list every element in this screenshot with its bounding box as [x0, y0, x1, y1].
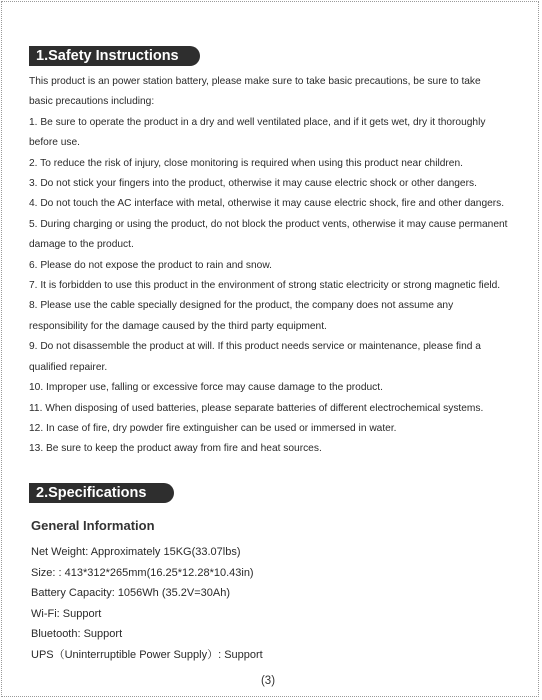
safety-line: basic precautions including:	[29, 96, 155, 108]
spec-net-weight: Net Weight: Approximately 15KG(33.07lbs)	[31, 546, 241, 558]
safety-line: 9. Do not disassemble the product at will. If this product needs service or maintenance, please find a	[29, 341, 481, 353]
spec-wifi: Wi-Fi: Support	[31, 607, 102, 620]
spec-ups: UPS（Uninterruptible Power Supply）: Support	[31, 648, 263, 661]
safety-line: 10. Improper use, falling or excessive force may cause damage to the product.	[29, 382, 383, 394]
safety-line: responsibility for the damage caused by the third party equipment.	[29, 320, 327, 332]
safety-line: qualified repairer.	[29, 361, 108, 373]
safety-line: 2. To reduce the risk of injury, close monitoring is required when using this product near children.	[29, 157, 463, 169]
specifications-list	[31, 542, 263, 666]
spec-bluetooth: Bluetooth: Support	[31, 628, 123, 641]
safety-line: This product is an power station battery, please make sure to take basic precautions, be sure to take	[29, 76, 481, 87]
safety-line: 3. Do not stick your fingers into the product, otherwise it may cause electric shock or other dangers.	[29, 178, 477, 190]
safety-line: 5. During charging or using the product, do not block the product vents, otherwise it may cause permanent	[29, 218, 508, 230]
safety-line: before use.	[29, 137, 80, 149]
specifications-section-title: 2.Specifications	[29, 483, 174, 503]
safety-line: 8. Please use the cable specially designed for the product, the company does not assume any	[29, 300, 454, 312]
safety-line: 11. When disposing of used batteries, please separate batteries of different electrochemical systems.	[29, 402, 484, 414]
safety-line: 13. Be sure to keep the product away from fire and heat sources.	[29, 443, 322, 455]
safety-line: 1. Be sure to operate the product in a dry and well ventilated place, and if it gets wet, dry it thoroughly	[29, 116, 486, 128]
safety-line: 6. Please do not expose the product to rain and snow.	[29, 259, 272, 271]
safety-section-title: 1.Safety Instructions	[29, 46, 200, 66]
safety-line: damage to the product.	[29, 239, 134, 251]
page-number: (3)	[260, 675, 276, 687]
spec-size: Size: : 413*312*265mm(16.25*12.28*10.43in)	[31, 566, 254, 579]
safety-line: 12. In case of fire, dry powder fire extinguisher can be used or immersed in water.	[29, 422, 397, 434]
safety-instructions-list	[29, 72, 524, 460]
safety-line: 7. It is forbidden to use this product in the environment of strong static electricity or strong magnetic field.	[29, 280, 501, 292]
general-information-heading: General Information	[31, 518, 155, 533]
spec-battery-capacity: Battery Capacity: 1056Wh (35.2V=30Ah)	[31, 587, 231, 600]
safety-line: 4. Do not touch the AC interface with metal, otherwise it may cause electric shock, fire and other dangers.	[29, 198, 505, 210]
